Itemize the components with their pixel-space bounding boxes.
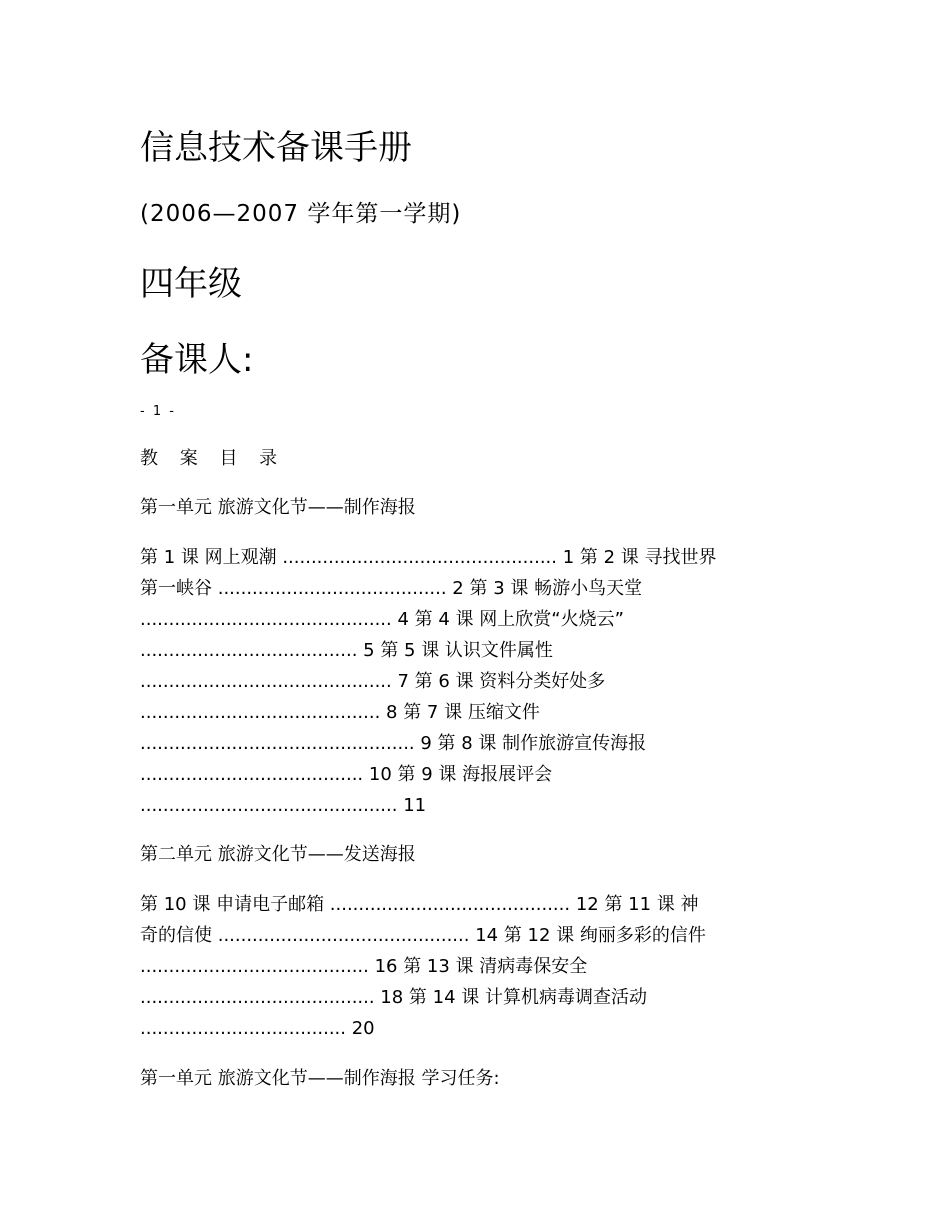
toc-line: ............................................. 11 [140, 795, 427, 816]
toc-heading: 教 案 目 录 [140, 448, 286, 469]
toc-line: .......................................... 8 第 7 课 压缩文件 [140, 702, 540, 723]
preparer-label: 备课人: [140, 340, 254, 380]
toc-line: ............................................ 4 第 4 课 网上欣赏“火烧云” [140, 609, 624, 630]
toc-line: ........................................ 16 第 13 课 清病毒保安全 [140, 956, 588, 977]
toc-line: ......................................... 18 第 14 课 计算机病毒调查活动 [140, 987, 648, 1008]
unit1-heading: 第一单元 旅游文化节——制作海报 [140, 497, 416, 518]
unit2-heading: 第二单元 旅游文化节——发送海报 [140, 844, 416, 865]
toc-line: 奇的信使 ............................................ 14 第 12 课 绚丽多彩的信件 [140, 925, 706, 946]
toc-line: 第 10 课 申请电子邮箱 .......................................... 12 第 11 课 神 [140, 894, 699, 915]
toc-line: ...................................... 5 第 5 课 认识文件属性 [140, 640, 553, 661]
unit1-toc [140, 542, 820, 821]
document-subtitle: (2006—2007 学年第一学期) [140, 201, 462, 227]
unit2-toc [140, 889, 820, 1044]
learning-task-heading: 第一单元 旅游文化节——制作海报 学习任务: [140, 1068, 500, 1089]
toc-line: 第 1 课 网上观潮 ................................................ 1 第 2 课 寻找世界 [140, 547, 717, 568]
toc-line: ................................................ 9 第 8 课 制作旅游宣传海报 [140, 733, 647, 754]
document-title: 信息技术备课手册 [140, 128, 412, 168]
page-number: - 1 - [140, 404, 176, 419]
toc-line: .................................... 20 [140, 1018, 375, 1039]
toc-line: 第一峡谷 ........................................ 2 第 3 课 畅游小鸟天堂 [140, 578, 643, 599]
grade-label: 四年级 [140, 264, 242, 304]
toc-line: ....................................... 10 第 9 课 海报展评会 [140, 764, 553, 785]
toc-line: ............................................ 7 第 6 课 资料分类好处多 [140, 671, 606, 692]
